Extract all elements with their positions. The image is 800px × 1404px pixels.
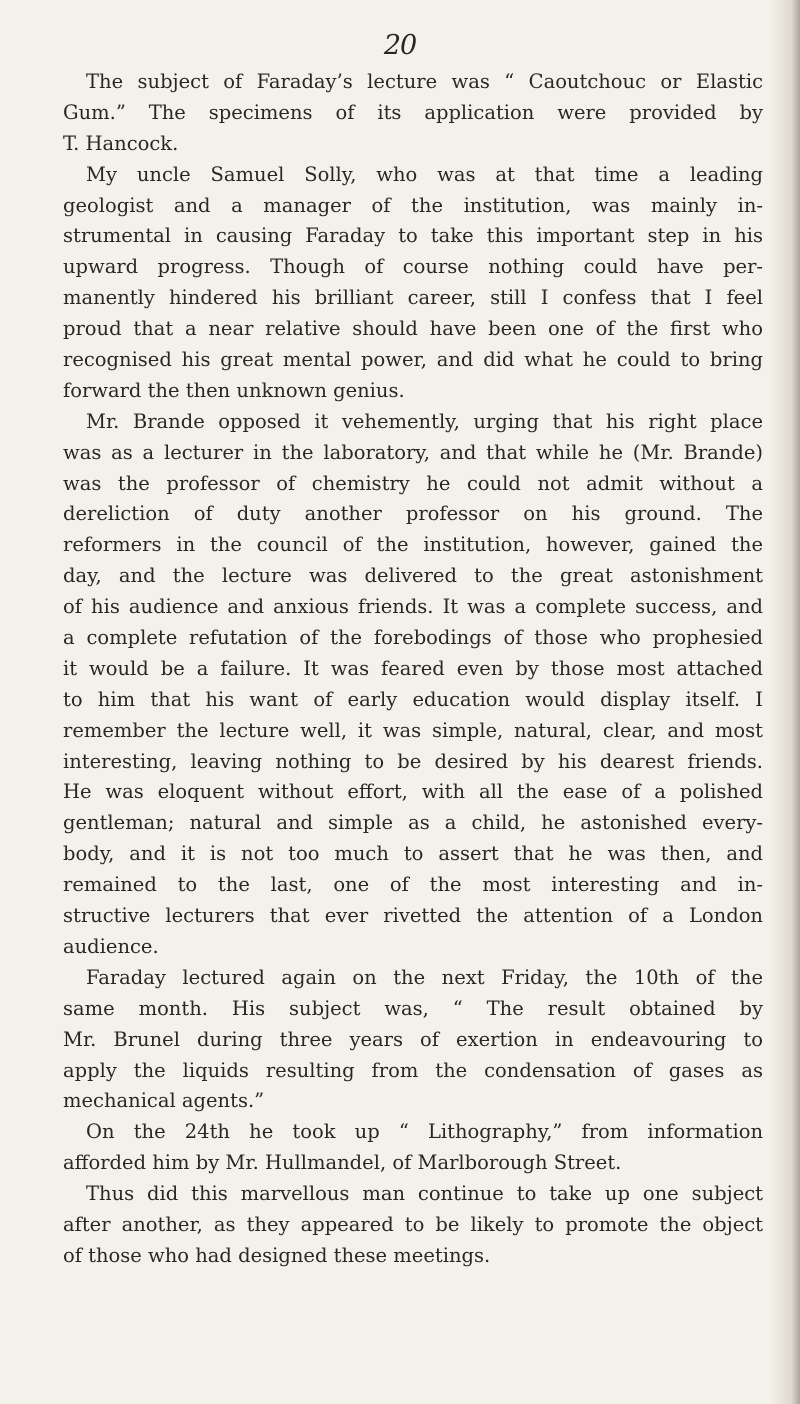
text-line: reformers in the council of the institution, however, gained the	[63, 533, 763, 557]
text-line: He was eloquent without effort, with all the ease of a polished	[63, 780, 763, 804]
body-text	[63, 67, 763, 1272]
text-line: afforded him by Mr. Hullmandel, of Marlborough Street.	[63, 1151, 622, 1175]
text-line: The subject of Faraday’s lecture was “ Caoutchouc or Elastic	[86, 70, 763, 93]
text-line: My uncle Samuel Solly, who was at that time a leading	[86, 162, 763, 186]
text-line: of those who had designed these meetings.	[63, 1243, 491, 1267]
text-line: Gum.” The specimens of its application were provided by	[63, 100, 763, 124]
text-line: audience.	[63, 934, 159, 958]
text-line: of his audience and anxious friends. It was a complete success, and	[63, 595, 763, 619]
text-line: Faraday lectured again on the next Friday, the 10th of the	[86, 965, 763, 989]
text-line: gentleman; natural and simple as a child, he astonished every-	[63, 811, 763, 835]
text-line: same month. His subject was, “ The result obtained by	[63, 996, 763, 1020]
text-line: Thus did this marvellous man continue to take up one subject	[86, 1182, 763, 1206]
text-line: structive lecturers that ever rivetted the attention of a London	[63, 904, 763, 928]
text-line: T. Hancock.	[63, 131, 179, 155]
text-line: Mr. Brunel during three years of exertion in endeavouring to	[63, 1027, 763, 1051]
text-line: to him that his want of early education would display itself. I	[63, 687, 763, 711]
text-line: mechanical agents.”	[63, 1089, 265, 1113]
text-line: interesting, leaving nothing to be desired by his dearest friends.	[63, 749, 763, 773]
text-line: remember the lecture well, it was simple, natural, clear, and most	[63, 718, 763, 742]
text-line: remained to the last, one of the most interesting and in-	[63, 873, 763, 897]
text-line: proud that a near relative should have been one of the first who	[63, 317, 763, 341]
page-number: 20	[383, 30, 417, 61]
text-line: was the professor of chemistry he could not admit without a	[63, 471, 763, 495]
text-line: geologist and a manager of the institution, was mainly in-	[63, 193, 763, 217]
text-line: manently hindered his brilliant career, still I confess that I feel	[63, 286, 763, 310]
text-line: upward progress. Though of course nothing could have per-	[63, 255, 763, 279]
text-line: apply the liquids resulting from the condensation of gases as	[63, 1058, 763, 1082]
text-line: body, and it is not too much to assert that he was then, and	[63, 842, 763, 866]
text-line: strumental in causing Faraday to take this important step in his	[63, 224, 763, 248]
text-line: it would be a failure. It was feared even by those most attached	[63, 656, 763, 680]
text-line: recognised his great mental power, and did what he could to bring	[63, 348, 763, 372]
text-line: forward the then unknown genius.	[63, 378, 405, 402]
text-line: Mr. Brande opposed it vehemently, urging that his right place	[86, 409, 763, 433]
text-line: On the 24th he took up “ Lithography,” from information	[86, 1120, 763, 1144]
text-line: dereliction of duty another professor on his ground. The	[63, 502, 763, 526]
text-line: day, and the lecture was delivered to the great astonishment	[63, 564, 763, 588]
text-line: was as a lecturer in the laboratory, and that while he (Mr. Brande)	[63, 440, 763, 464]
text-line: after another, as they appeared to be likely to promote the object	[63, 1212, 763, 1236]
page-edge-shadow	[770, 0, 800, 1404]
text-line: a complete refutation of the forebodings of those who prophesied	[63, 626, 763, 650]
